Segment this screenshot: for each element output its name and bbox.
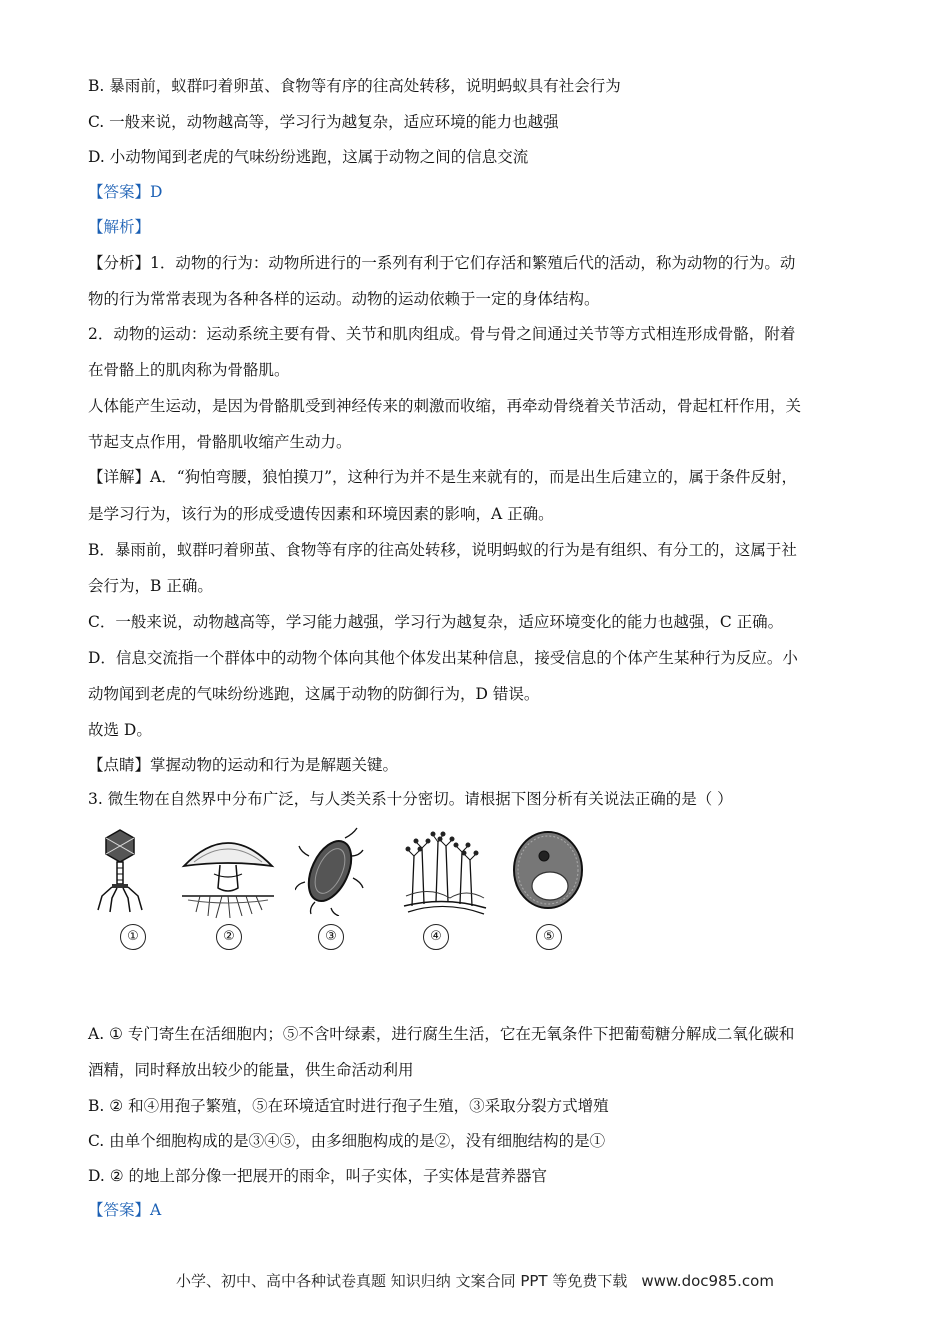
text-line: D. 小动物闻到老虎的气味纷纷逃跑，这属于动物之间的信息交流	[88, 148, 529, 166]
text-line: 是学习行为，该行为的形成受遗传因素和环境因素的影响，A 正确。	[88, 505, 554, 523]
footer-url[interactable]: www.doc985.com	[641, 1272, 774, 1290]
bacteriophage-icon	[90, 826, 150, 916]
yeast-cell-icon	[510, 826, 586, 916]
figure-label: ①	[120, 924, 146, 950]
text-line: 节起支点作用，骨骼肌收缩产生动力。	[88, 433, 352, 451]
text-line: D．信息交流指一个群体中的动物个体向其他个体发出某种信息，接受信息的个体产生某种行为反应。小	[88, 649, 798, 667]
figure-label: ③	[318, 924, 344, 950]
text-line: 【分析】1．动物的行为：动物所进行的一系列有利于它们存活和繁殖后代的活动，称为动物的行为。动	[88, 254, 796, 272]
text-line: 物的行为常常表现为各种各样的运动。动物的运动依赖于一定的身体结构。	[88, 290, 600, 308]
text-line: A. ① 专门寄生在活细胞内；⑤不含叶绿素，进行腐生生活，它在无氧条件下把葡萄糖分解成二氧化碳和	[88, 1025, 795, 1043]
microorganism-figure	[90, 826, 610, 956]
text-line: C. 一般来说，动物越高等，学习行为越复杂，适应环境的能力也越强	[88, 113, 559, 131]
text-line: 【点睛】掌握动物的运动和行为是解题关键。	[88, 756, 399, 774]
text-line: 酒精，同时释放出较少的能量，供生命活动利用	[88, 1061, 414, 1079]
text-line: D. ② 的地上部分像一把展开的雨伞，叫子实体，子实体是营养器官	[88, 1167, 548, 1185]
figure-label: ⑤	[536, 924, 562, 950]
text-line: B. ② 和④用孢子繁殖，⑤在环境适宜时进行孢子生殖，③采取分裂方式增殖	[88, 1097, 609, 1115]
text-line: 【答案】D	[88, 183, 163, 201]
text-line: 【答案】A	[88, 1201, 162, 1219]
text-line: C．一般来说，动物越高等，学习能力越强，学习行为越复杂，适应环境变化的能力也越强，C 正确。	[88, 613, 784, 631]
text-line: B．暴雨前，蚁群叼着卵茧、食物等有序的往高处转移，说明蚂蚁的行为是有组织、有分工的，这属于社	[88, 541, 797, 559]
figure-label: ②	[216, 924, 242, 950]
text-line: 动物闻到老虎的气味纷纷逃跑，这属于动物的防御行为，D 错误。	[88, 685, 540, 703]
mold-icon	[400, 826, 490, 916]
text-line: 【详解】A．“狗怕弯腰，狼怕摸刀”，这种行为并不是生来就有的，而是出生后建立的，属于条件反射，	[88, 468, 798, 486]
text-line: C. 由单个细胞构成的是③④⑤，由多细胞构成的是②，没有细胞结构的是①	[88, 1132, 606, 1150]
footer	[0, 1270, 950, 1291]
text-line: B. 暴雨前，蚁群叼着卵茧、食物等有序的往高处转移，说明蚂蚁具有社会行为	[88, 77, 621, 95]
text-line: 会行为，B 正确。	[88, 577, 213, 595]
text-line: 2．动物的运动：运动系统主要有骨、关节和肌肉组成。骨与骨之间通过关节等方式相连形成骨骼，附着	[88, 325, 796, 343]
text-line: 3. 微生物在自然界中分布广泛，与人类关系十分密切。请根据下图分析有关说法正确的是（ ）	[88, 790, 733, 808]
text-line: 故选 D。	[88, 721, 152, 739]
text-line: 【解析】	[88, 218, 151, 236]
mushroom-icon	[180, 826, 276, 921]
bacterium-icon	[295, 826, 365, 916]
figure-label: ④	[423, 924, 449, 950]
text-line: 人体能产生运动，是因为骨骼肌受到神经传来的刺激而收缩，再牵动骨绕着关节活动，骨起杠杆作用，关	[88, 397, 802, 415]
footer-text: 小学、初中、高中各种试卷真题 知识归纳 文案合同 PPT 等免费下载	[176, 1272, 628, 1290]
text-line: 在骨骼上的肌肉称为骨骼肌。	[88, 361, 290, 379]
